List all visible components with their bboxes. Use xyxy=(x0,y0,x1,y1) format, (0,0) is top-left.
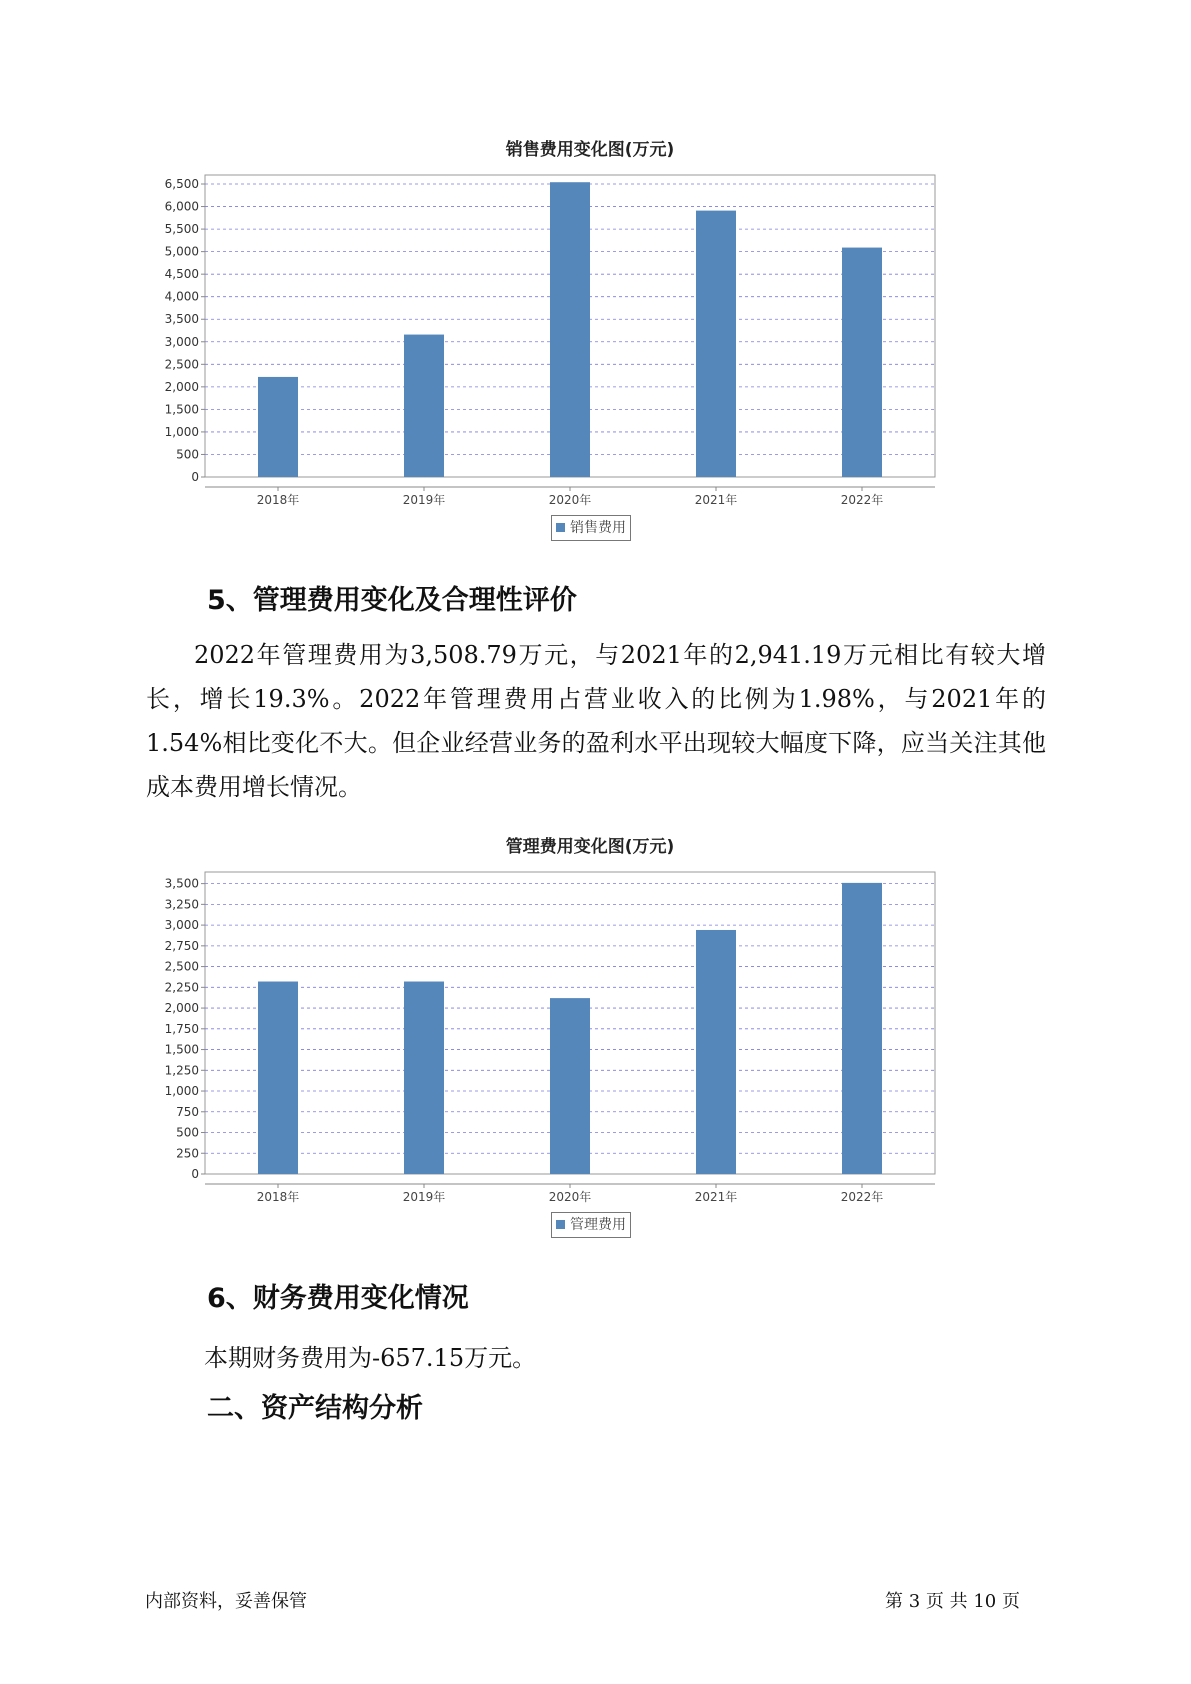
bar xyxy=(550,182,590,477)
paragraph-text: 2022年管理费用为3,508.79万元，与2021年的2,941.19万元相比有较大增长，增长19.3%。2022年管理费用占营业收入的比例为1.98%，与2021年的1.54%相比变化不大。但企业经营业务的盈利水平出现较大幅度下降，应当关注其他成本费用增长情况。 xyxy=(146,641,1046,801)
x-tick-label: 2018年 xyxy=(256,1190,300,1204)
y-tick-label: 6,500 xyxy=(164,177,199,192)
legend-label: 销售费用 xyxy=(570,520,626,536)
y-tick-label: 4,000 xyxy=(164,289,199,304)
y-tick-label: 3,000 xyxy=(164,918,199,933)
sales-expense-chart-plot xyxy=(160,170,1020,550)
y-tick-label: 500 xyxy=(176,447,199,462)
chart-title: 管理费用变化图(万元) xyxy=(505,837,675,857)
chart-legend xyxy=(551,1212,631,1238)
legend-swatch xyxy=(556,1220,565,1229)
y-tick-label: 2,250 xyxy=(164,980,199,995)
sales-expense-chart xyxy=(160,135,1020,555)
y-tick-label: 2,000 xyxy=(164,379,199,394)
x-tick-label: 2022年 xyxy=(840,1190,884,1204)
x-tick-label: 2019年 xyxy=(402,1190,446,1204)
bar xyxy=(404,982,444,1174)
admin-expense-chart xyxy=(160,832,1020,1252)
y-tick-label: 3,500 xyxy=(164,876,199,891)
y-tick-label: 2,500 xyxy=(164,357,199,372)
y-tick-label: 2,750 xyxy=(164,938,199,953)
y-tick-label: 1,000 xyxy=(164,424,199,439)
y-tick-label: 500 xyxy=(176,1125,199,1140)
footer-page-number: 第 3 页 共 10 页 xyxy=(885,1591,1020,1612)
x-tick-label: 2020年 xyxy=(548,1190,592,1204)
y-tick-label: 3,250 xyxy=(164,897,199,912)
y-tick-label: 250 xyxy=(176,1146,199,1161)
bar xyxy=(842,248,882,477)
x-tick-label: 2021年 xyxy=(694,1190,738,1204)
bar xyxy=(258,377,298,477)
y-tick-label: 1,250 xyxy=(164,1063,199,1078)
x-tick-label: 2019年 xyxy=(402,493,446,507)
y-tick-label: 0 xyxy=(191,470,199,484)
y-tick-label: 5,000 xyxy=(164,244,199,259)
bar xyxy=(404,335,444,477)
y-tick-label: 3,500 xyxy=(164,312,199,327)
y-tick-label: 1,500 xyxy=(164,1042,199,1057)
bar xyxy=(550,998,590,1174)
x-tick-label: 2021年 xyxy=(694,493,738,507)
y-tick-label: 750 xyxy=(176,1104,199,1119)
section-heading-5: 5、管理费用变化及合理性评价 xyxy=(207,585,577,616)
y-tick-label: 1,750 xyxy=(164,1021,199,1036)
legend-swatch xyxy=(556,523,565,532)
admin-expense-chart-plot xyxy=(160,867,1020,1247)
y-tick-label: 2,500 xyxy=(164,959,199,974)
section-paragraph-5 xyxy=(146,633,1046,809)
y-tick-label: 2,000 xyxy=(164,1001,199,1016)
x-tick-label: 2022年 xyxy=(840,493,884,507)
section-heading-6: 6、财务费用变化情况 xyxy=(207,1283,469,1314)
footer-left: 内部资料，妥善保管 xyxy=(145,1591,307,1612)
bar xyxy=(696,930,736,1174)
bar xyxy=(258,982,298,1174)
y-tick-label: 3,000 xyxy=(164,334,199,349)
y-tick-label: 1,500 xyxy=(164,402,199,417)
y-tick-label: 4,500 xyxy=(164,267,199,282)
chart-legend xyxy=(551,515,631,541)
section-paragraph-6: 本期财务费用为-657.15万元。 xyxy=(204,1344,537,1372)
x-tick-label: 2018年 xyxy=(256,493,300,507)
chart-title: 销售费用变化图(万元) xyxy=(505,140,675,160)
bar xyxy=(696,211,736,477)
legend-label: 管理费用 xyxy=(570,1217,626,1233)
y-tick-label: 1,000 xyxy=(164,1084,199,1099)
y-tick-label: 0 xyxy=(191,1167,199,1181)
y-tick-label: 6,000 xyxy=(164,199,199,214)
bar xyxy=(842,883,882,1174)
section-heading-assets: 二、资产结构分析 xyxy=(207,1393,423,1424)
y-tick-label: 5,500 xyxy=(164,222,199,237)
x-tick-label: 2020年 xyxy=(548,493,592,507)
